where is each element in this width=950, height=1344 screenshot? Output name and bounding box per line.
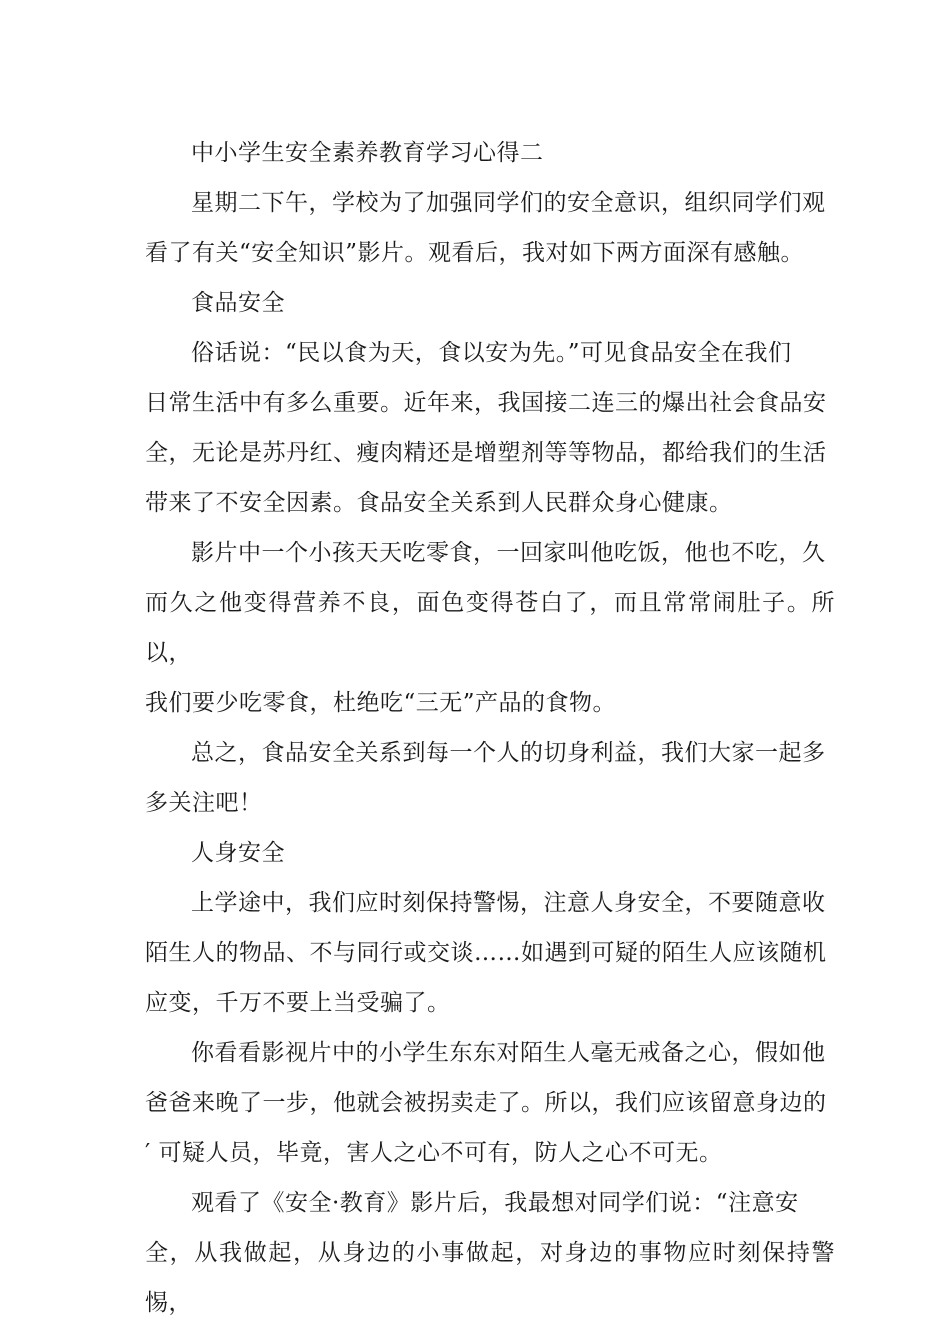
- text-line: 影片中一个小孩天天吃零食，一回家叫他吃饭，他也不吃，久: [191, 540, 826, 566]
- text-line: 食品安全: [191, 290, 285, 316]
- text-line: 总之，食品安全关系到每一个人的切身利益，我们大家一起多: [191, 740, 826, 766]
- text-line: 全，无论是苏丹红、瘦肉精还是增塑剂等等物品，都给我们的生活: [145, 440, 827, 466]
- text-line: 多关注吧！: [145, 790, 263, 816]
- paragraph-food-proverb: [145, 328, 835, 528]
- paragraph-conclusion: [145, 1178, 835, 1328]
- text-line: 应变，千万不要上当受骗了。: [145, 990, 451, 1016]
- document-title: [145, 128, 835, 178]
- paragraph-intro: [145, 178, 835, 278]
- text-line: 日常生活中有多么重要。近年来，我国接二连三的爆出社会食品安: [145, 390, 827, 416]
- text-line: 上学途中，我们应时刻保持警惕，注意人身安全，不要随意收: [191, 890, 826, 916]
- section-heading-food-safety: [145, 278, 835, 328]
- paragraph-food-summary: [145, 728, 835, 828]
- text-line: 而久之他变得营养不良，面色变得苍白了，而且常常闹肚子。所以，: [145, 590, 835, 666]
- paragraph-film-child: [145, 528, 835, 728]
- paragraph-commute: [145, 878, 835, 1028]
- text-line: 带来了不安全因素。食品安全关系到人民群众身心健康。: [145, 490, 733, 516]
- document-body: [145, 128, 835, 1328]
- text-line: ′ 可疑人员，毕竟，害人之心不可有，防人之心不可无。: [145, 1140, 723, 1166]
- text-line: 陌生人的物品、不与同行或交谈……如遇到可疑的陌生人应该随机: [145, 940, 827, 966]
- text-line: 观看了《安全·教育》影片后，我最想对同学们说：“注意安: [191, 1190, 799, 1216]
- text-line: 俗话说：“民以食为天，食以安为先。”可见食品安全在我们: [191, 340, 792, 366]
- text-line: 星期二下午，学校为了加强同学们的安全意识，组织同学们观: [191, 190, 826, 216]
- text-line: 全，从我做起，从身边的小事做起，对身边的事物应时刻保持警惕，: [145, 1240, 835, 1316]
- text-line: 看了有关“安全知识”影片。观看后，我对如下两方面深有感触。: [145, 240, 805, 266]
- paragraph-film-dongdong: [145, 1028, 835, 1178]
- text-line: 我们要少吃零食，杜绝吃“三无”产品的食物。: [145, 690, 617, 716]
- section-heading-personal-safety: [145, 828, 835, 878]
- text-line: 爸爸来晚了一步，他就会被拐卖走了。所以，我们应该留意身边的: [145, 1090, 827, 1116]
- text-line: 人身安全: [191, 840, 285, 866]
- text-line: 你看看影视片中的小学生东东对陌生人毫无戒备之心，假如他: [191, 1040, 826, 1066]
- text-line: 中小学生安全素养教育学习心得二: [191, 140, 544, 166]
